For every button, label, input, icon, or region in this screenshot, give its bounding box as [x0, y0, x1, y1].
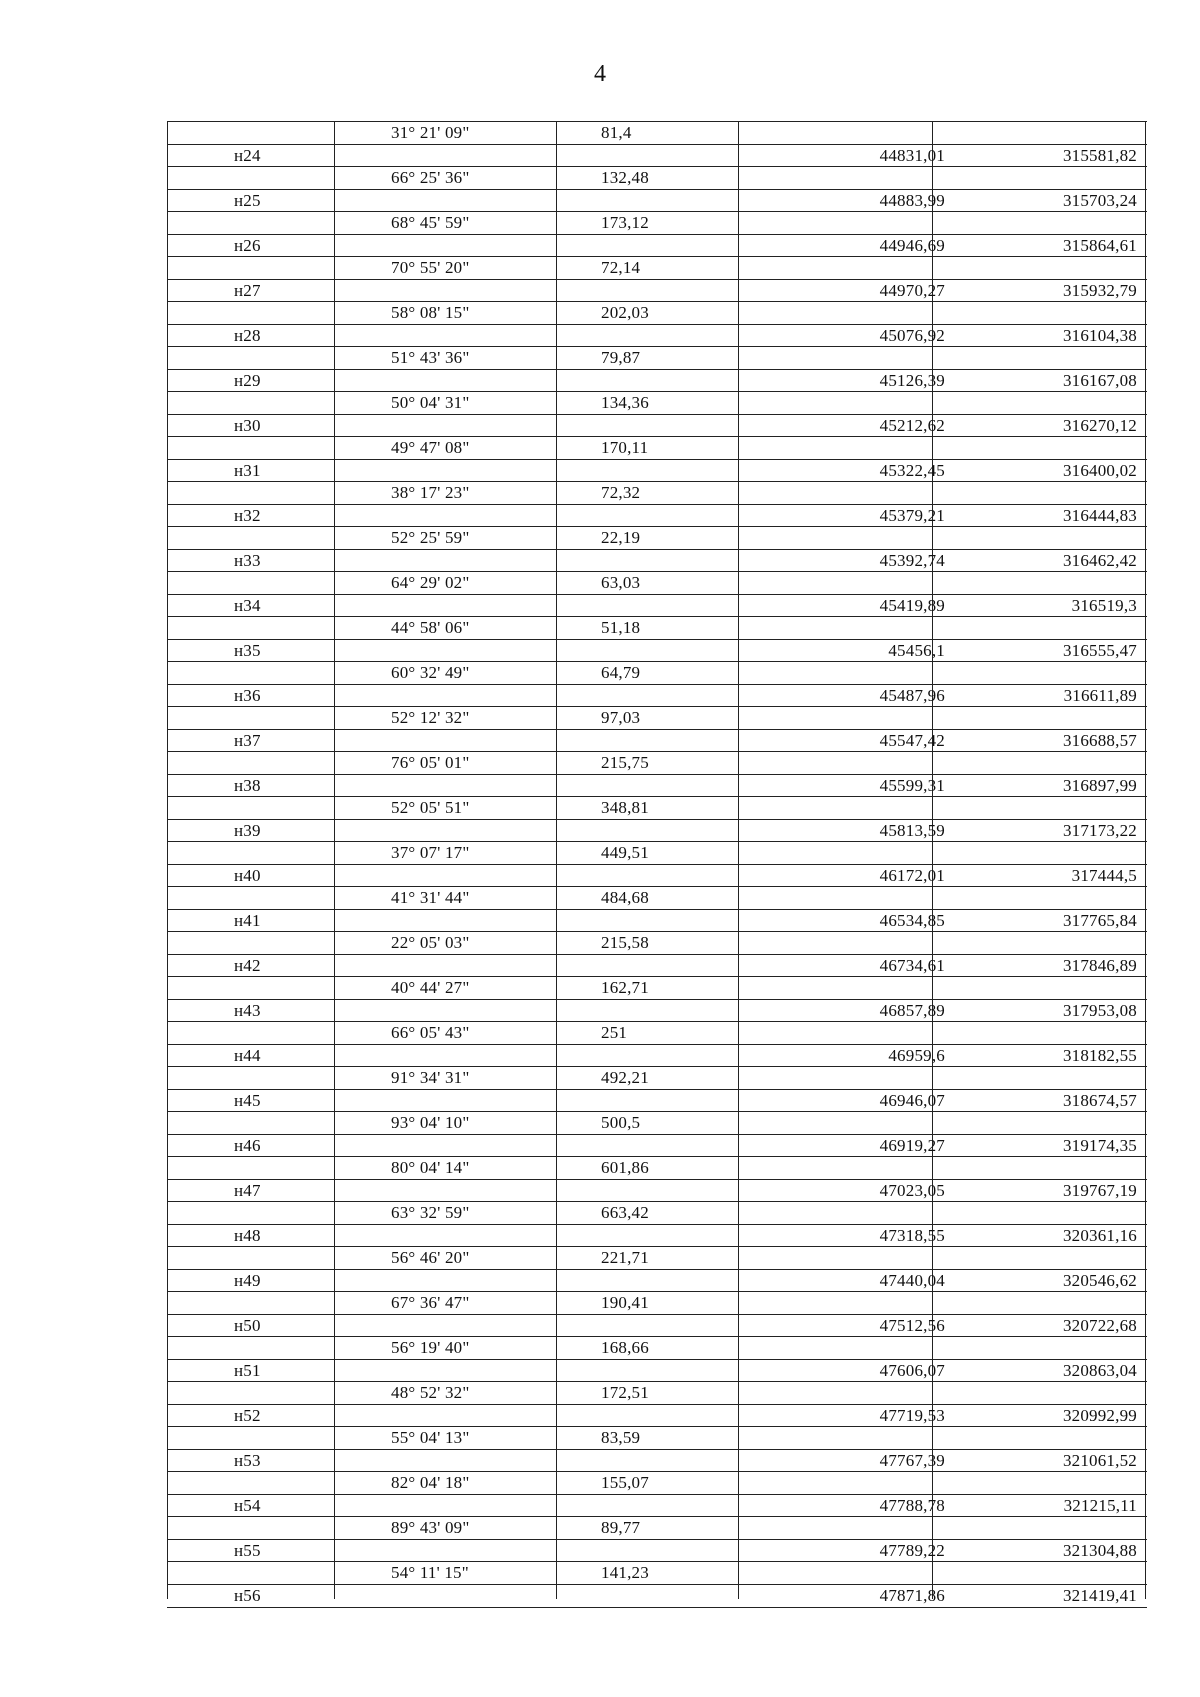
y-coordinate-cell: 316270,12 — [1062, 415, 1137, 435]
point-row — [167, 1269, 1147, 1293]
x-coordinate-cell: 45547,42 — [879, 730, 945, 750]
point-name-cell: н38 — [234, 775, 261, 795]
point-name-cell: н39 — [234, 820, 261, 840]
direction-angle-cell: 52° 05' 51" — [391, 798, 470, 817]
point-name-cell: н40 — [234, 865, 261, 885]
direction-angle-cell: 91° 34' 31" — [391, 1068, 470, 1087]
x-coordinate-cell: 46534,85 — [879, 910, 945, 930]
page-number: 4 — [594, 61, 606, 87]
y-coordinate-cell: 316897,99 — [1062, 775, 1137, 795]
x-coordinate-cell: 47871,86 — [879, 1585, 945, 1605]
point-name-cell: н53 — [234, 1450, 261, 1470]
segment-length-cell: 484,68 — [601, 888, 649, 907]
point-row — [167, 144, 1147, 168]
y-coordinate-cell: 321215,11 — [1063, 1495, 1137, 1515]
segment-row — [167, 1291, 1147, 1315]
y-coordinate-cell: 315703,24 — [1062, 190, 1137, 210]
segment-length-cell: 215,58 — [601, 933, 649, 952]
segment-row — [167, 571, 1147, 595]
x-coordinate-cell: 45126,39 — [879, 370, 945, 390]
point-name-cell: н33 — [234, 550, 261, 570]
point-row — [167, 414, 1147, 438]
x-coordinate-cell: 47789,22 — [879, 1540, 945, 1560]
segment-row — [167, 211, 1147, 235]
point-name-cell: н26 — [234, 235, 261, 255]
point-name-cell: н30 — [234, 415, 261, 435]
x-coordinate-cell: 45599,31 — [879, 775, 945, 795]
x-coordinate-cell: 47440,04 — [879, 1270, 945, 1290]
x-coordinate-cell: 45813,59 — [879, 820, 945, 840]
direction-angle-cell: 49° 47' 08" — [391, 438, 470, 457]
point-row — [167, 819, 1147, 843]
y-coordinate-cell: 320361,16 — [1062, 1225, 1137, 1245]
segment-row — [167, 1066, 1147, 1090]
segment-length-cell: 170,11 — [601, 438, 649, 457]
point-row — [167, 459, 1147, 483]
point-row — [167, 1179, 1147, 1203]
segment-length-cell: 64,79 — [601, 663, 641, 682]
point-name-cell: н32 — [234, 505, 261, 525]
segment-length-cell: 251 — [601, 1023, 628, 1042]
point-row — [167, 909, 1147, 933]
y-coordinate-cell: 321304,88 — [1062, 1540, 1137, 1560]
direction-angle-cell: 89° 43' 09" — [391, 1518, 470, 1537]
direction-angle-cell: 80° 04' 14" — [391, 1158, 470, 1177]
x-coordinate-cell: 47719,53 — [879, 1405, 945, 1425]
segment-row — [167, 1021, 1147, 1045]
point-row — [167, 864, 1147, 888]
segment-row — [167, 301, 1147, 325]
point-name-cell: н41 — [234, 910, 261, 930]
segment-row — [167, 796, 1147, 820]
segment-length-cell: 155,07 — [601, 1473, 649, 1492]
segment-row — [167, 886, 1147, 910]
point-name-cell: н46 — [234, 1135, 261, 1155]
segment-length-cell: 83,59 — [601, 1428, 641, 1447]
x-coordinate-cell: 47788,78 — [879, 1495, 945, 1515]
point-row — [167, 234, 1147, 258]
y-coordinate-cell: 320992,99 — [1062, 1405, 1137, 1425]
y-coordinate-cell: 316688,57 — [1062, 730, 1137, 750]
direction-angle-cell: 64° 29' 02" — [391, 573, 470, 592]
segment-row — [167, 706, 1147, 730]
segment-length-cell: 601,86 — [601, 1158, 649, 1177]
point-row — [167, 639, 1147, 663]
segment-row — [167, 1156, 1147, 1180]
point-name-cell: н44 — [234, 1045, 261, 1065]
direction-angle-cell: 40° 44' 27" — [391, 978, 470, 997]
segment-length-cell: 172,51 — [601, 1383, 649, 1402]
x-coordinate-cell: 45419,89 — [879, 595, 945, 615]
direction-angle-cell: 68° 45' 59" — [391, 213, 470, 232]
point-row — [167, 504, 1147, 528]
y-coordinate-cell: 317444,5 — [1071, 865, 1137, 885]
point-name-cell: н54 — [234, 1495, 261, 1515]
point-row — [167, 549, 1147, 573]
x-coordinate-cell: 47023,05 — [879, 1180, 945, 1200]
point-name-cell: н27 — [234, 280, 261, 300]
x-coordinate-cell: 45456,1 — [888, 640, 945, 660]
segment-length-cell: 500,5 — [601, 1113, 641, 1132]
segment-length-cell: 134,36 — [601, 393, 649, 412]
point-row — [167, 1314, 1147, 1338]
point-name-cell: н35 — [234, 640, 261, 660]
point-name-cell: н29 — [234, 370, 261, 390]
point-row — [167, 1494, 1147, 1518]
direction-angle-cell: 51° 43' 36" — [391, 348, 470, 367]
point-name-cell: н50 — [234, 1315, 261, 1335]
segment-row — [167, 346, 1147, 370]
x-coordinate-cell: 46172,01 — [879, 865, 945, 885]
segment-row — [167, 1561, 1147, 1585]
y-coordinate-cell: 316400,02 — [1062, 460, 1137, 480]
direction-angle-cell: 38° 17' 23" — [391, 483, 470, 502]
segment-length-cell: 79,87 — [601, 348, 641, 367]
point-row — [167, 279, 1147, 303]
segment-row — [167, 256, 1147, 280]
x-coordinate-cell: 46946,07 — [879, 1090, 945, 1110]
direction-angle-cell: 67° 36' 47" — [391, 1293, 470, 1312]
segment-row — [167, 931, 1147, 955]
segment-length-cell: 190,41 — [601, 1293, 649, 1312]
segment-row — [167, 1471, 1147, 1495]
y-coordinate-cell: 316555,47 — [1062, 640, 1137, 660]
segment-row — [167, 1381, 1147, 1405]
x-coordinate-cell: 45392,74 — [879, 550, 945, 570]
direction-angle-cell: 66° 25' 36" — [391, 168, 470, 187]
point-row — [167, 1359, 1147, 1383]
point-name-cell: н49 — [234, 1270, 261, 1290]
x-coordinate-cell: 46959,6 — [888, 1045, 945, 1065]
x-coordinate-cell: 45076,92 — [879, 325, 945, 345]
y-coordinate-cell: 317846,89 — [1062, 955, 1137, 975]
direction-angle-cell: 48° 52' 32" — [391, 1383, 470, 1402]
direction-angle-cell: 56° 46' 20" — [391, 1248, 470, 1267]
direction-angle-cell: 70° 55' 20" — [391, 258, 470, 277]
point-name-cell: н42 — [234, 955, 261, 975]
point-row — [167, 1089, 1147, 1113]
direction-angle-cell: 55° 04' 13" — [391, 1428, 470, 1447]
segment-length-cell: 449,51 — [601, 843, 649, 862]
direction-angle-cell: 66° 05' 43" — [391, 1023, 470, 1042]
segment-row — [167, 391, 1147, 415]
point-row — [167, 954, 1147, 978]
direction-angle-cell: 63° 32' 59" — [391, 1203, 470, 1222]
y-coordinate-cell: 316462,42 — [1062, 550, 1137, 570]
segment-length-cell: 81,4 — [601, 123, 632, 142]
point-row — [167, 1224, 1147, 1248]
point-name-cell: н24 — [234, 145, 261, 165]
y-coordinate-cell: 321061,52 — [1062, 1450, 1137, 1470]
point-name-cell: н43 — [234, 1000, 261, 1020]
direction-angle-cell: 93° 04' 10" — [391, 1113, 470, 1132]
segment-length-cell: 492,21 — [601, 1068, 649, 1087]
segment-row — [167, 1201, 1147, 1225]
point-row — [167, 684, 1147, 708]
segment-length-cell: 63,03 — [601, 573, 641, 592]
point-row — [167, 1134, 1147, 1158]
point-name-cell: н51 — [234, 1360, 261, 1380]
segment-length-cell: 348,81 — [601, 798, 649, 817]
x-coordinate-cell: 47606,07 — [879, 1360, 945, 1380]
segment-row — [167, 616, 1147, 640]
y-coordinate-cell: 315864,61 — [1062, 235, 1137, 255]
coordinates-table — [167, 121, 1147, 1605]
segment-length-cell: 72,32 — [601, 483, 641, 502]
direction-angle-cell: 52° 12' 32" — [391, 708, 470, 727]
y-coordinate-cell: 319174,35 — [1062, 1135, 1137, 1155]
y-coordinate-cell: 319767,19 — [1062, 1180, 1137, 1200]
y-coordinate-cell: 321419,41 — [1062, 1585, 1137, 1605]
point-name-cell: н25 — [234, 190, 261, 210]
point-row — [167, 594, 1147, 618]
point-row — [167, 1044, 1147, 1068]
direction-angle-cell: 41° 31' 44" — [391, 888, 470, 907]
segment-row — [167, 661, 1147, 685]
y-coordinate-cell: 317173,22 — [1062, 820, 1137, 840]
segment-length-cell: 215,75 — [601, 753, 649, 772]
x-coordinate-cell: 45212,62 — [879, 415, 945, 435]
x-coordinate-cell: 44946,69 — [879, 235, 945, 255]
point-row — [167, 1404, 1147, 1428]
segment-row — [167, 1111, 1147, 1135]
point-row — [167, 1539, 1147, 1563]
x-coordinate-cell: 45379,21 — [879, 505, 945, 525]
direction-angle-cell: 82° 04' 18" — [391, 1473, 470, 1492]
y-coordinate-cell: 317765,84 — [1062, 910, 1137, 930]
point-row — [167, 774, 1147, 798]
segment-length-cell: 173,12 — [601, 213, 649, 232]
y-coordinate-cell: 320863,04 — [1062, 1360, 1137, 1380]
segment-length-cell: 97,03 — [601, 708, 641, 727]
segment-row — [167, 976, 1147, 1000]
segment-row — [167, 436, 1147, 460]
segment-row — [167, 751, 1147, 775]
segment-row — [167, 1336, 1147, 1360]
point-row — [167, 369, 1147, 393]
x-coordinate-cell: 44970,27 — [879, 280, 945, 300]
segment-length-cell: 663,42 — [601, 1203, 649, 1222]
y-coordinate-cell: 316104,38 — [1062, 325, 1137, 345]
segment-row — [167, 841, 1147, 865]
segment-length-cell: 168,66 — [601, 1338, 649, 1357]
point-name-cell: н28 — [234, 325, 261, 345]
point-name-cell: н52 — [234, 1405, 261, 1425]
segment-row — [167, 526, 1147, 550]
x-coordinate-cell: 47512,56 — [879, 1315, 945, 1335]
segment-length-cell: 89,77 — [601, 1518, 641, 1537]
segment-length-cell: 51,18 — [601, 618, 641, 637]
direction-angle-cell: 52° 25' 59" — [391, 528, 470, 547]
segment-length-cell: 202,03 — [601, 303, 649, 322]
direction-angle-cell: 58° 08' 15" — [391, 303, 470, 322]
point-name-cell: н45 — [234, 1090, 261, 1110]
direction-angle-cell: 56° 19' 40" — [391, 1338, 470, 1357]
y-coordinate-cell: 316167,08 — [1062, 370, 1137, 390]
point-name-cell: н37 — [234, 730, 261, 750]
x-coordinate-cell: 46919,27 — [879, 1135, 945, 1155]
point-name-cell: н48 — [234, 1225, 261, 1245]
point-row — [167, 999, 1147, 1023]
segment-row — [167, 1516, 1147, 1540]
segment-length-cell: 162,71 — [601, 978, 649, 997]
direction-angle-cell: 31° 21' 09" — [391, 123, 470, 142]
segment-length-cell: 221,71 — [601, 1248, 649, 1267]
x-coordinate-cell: 46857,89 — [879, 1000, 945, 1020]
segment-length-cell: 72,14 — [601, 258, 641, 277]
y-coordinate-cell: 320722,68 — [1062, 1315, 1137, 1335]
point-name-cell: н56 — [234, 1585, 261, 1605]
segment-row — [167, 1246, 1147, 1270]
y-coordinate-cell: 320546,62 — [1062, 1270, 1137, 1290]
direction-angle-cell: 54° 11' 15" — [391, 1563, 469, 1582]
direction-angle-cell: 22° 05' 03" — [391, 933, 470, 952]
point-name-cell: н47 — [234, 1180, 261, 1200]
point-row — [167, 189, 1147, 213]
x-coordinate-cell: 45322,45 — [879, 460, 945, 480]
y-coordinate-cell: 315932,79 — [1062, 280, 1137, 300]
direction-angle-cell: 76° 05' 01" — [391, 753, 470, 772]
direction-angle-cell: 50° 04' 31" — [391, 393, 470, 412]
direction-angle-cell: 37° 07' 17" — [391, 843, 470, 862]
y-coordinate-cell: 316611,89 — [1063, 685, 1137, 705]
x-coordinate-cell: 44883,99 — [879, 190, 945, 210]
y-coordinate-cell: 317953,08 — [1062, 1000, 1137, 1020]
y-coordinate-cell: 315581,82 — [1062, 145, 1137, 165]
point-name-cell: н36 — [234, 685, 261, 705]
segment-length-cell: 132,48 — [601, 168, 649, 187]
x-coordinate-cell: 44831,01 — [879, 145, 945, 165]
segment-row — [167, 481, 1147, 505]
x-coordinate-cell: 45487,96 — [879, 685, 945, 705]
segment-row — [167, 1426, 1147, 1450]
y-coordinate-cell: 316444,83 — [1062, 505, 1137, 525]
point-name-cell: н55 — [234, 1540, 261, 1560]
segment-row — [167, 166, 1147, 190]
point-row — [167, 1449, 1147, 1473]
point-row — [167, 324, 1147, 348]
point-row — [167, 1584, 1147, 1609]
segment-length-cell: 141,23 — [601, 1563, 649, 1582]
point-name-cell: н34 — [234, 595, 261, 615]
point-row — [167, 729, 1147, 753]
point-name-cell: н31 — [234, 460, 261, 480]
x-coordinate-cell: 47318,55 — [879, 1225, 945, 1245]
direction-angle-cell: 60° 32' 49" — [391, 663, 470, 682]
y-coordinate-cell: 318182,55 — [1062, 1045, 1137, 1065]
segment-length-cell: 22,19 — [601, 528, 641, 547]
x-coordinate-cell: 47767,39 — [879, 1450, 945, 1470]
y-coordinate-cell: 318674,57 — [1062, 1090, 1137, 1110]
direction-angle-cell: 44° 58' 06" — [391, 618, 470, 637]
segment-row — [167, 121, 1147, 145]
y-coordinate-cell: 316519,3 — [1071, 595, 1137, 615]
x-coordinate-cell: 46734,61 — [879, 955, 945, 975]
